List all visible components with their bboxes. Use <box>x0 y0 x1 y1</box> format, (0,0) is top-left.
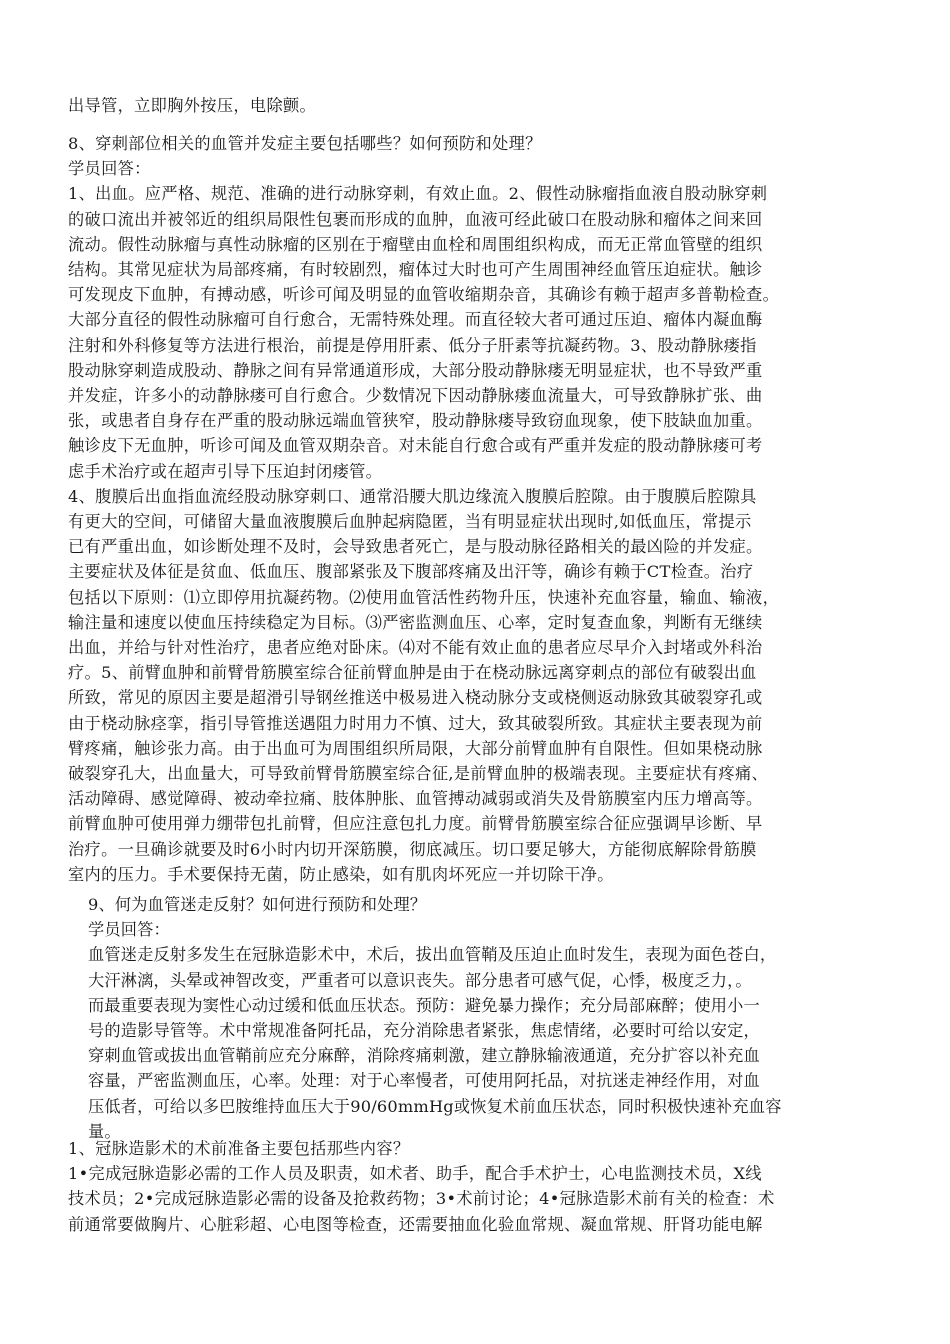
answer-line: 由于桡动脉痉挛，指引导管推送遇阻力时用力不慎、过大，致其破裂所致。其症状主要表现为前 <box>68 713 763 733</box>
answer-line: 血管迷走反射多发生在冠脉造影术中，术后，拔出血管鞘及压迫止血时发生，表现为面色苍白， <box>88 945 777 965</box>
answer-line: 1、出血。应严格、规范、准确的进行动脉穿刺，有效止血。2、假性动脉瘤指血液自股动脉穿刺 <box>68 184 768 204</box>
question-8-answer-label: 学员回答： <box>68 159 151 179</box>
answer-line: 前臂血肿可使用弹力绷带包扎前臂，但应注意包扎力度。前臂骨筋膜室综合征应强调早诊断、早 <box>68 814 763 834</box>
answer-line: 室内的压力。手术要保持无菌，防止感染，如有肌肉坏死应一并切除干净。 <box>68 864 614 884</box>
answer-line: 技术员；2•完成冠脉造影必需的设备及抢救药物；3•术前讨论；4•冠脉造影术前有关的检查：术 <box>68 1189 775 1209</box>
answer-line: 穿刺血管或拔出血管鞘前应充分麻醉，消除疼痛刺激，建立静脉输液通道，充分扩容以补充血 <box>88 1046 760 1066</box>
answer-line: 结构。其常见症状为局部疼痛，有时较剧烈，瘤体过大时也可产生周围神经血管压迫症状。触诊 <box>68 260 763 280</box>
answer-line: 股动脉穿刺造成股动、静脉之间有异常通道形成，大部分股动静脉瘘无明显症状，也不导致严重 <box>68 360 763 380</box>
question-9-heading: 9、何为血管迷走反射？如何进行预防和处理？ <box>88 895 427 914</box>
answer-line: 包括以下原则：⑴立即停用抗凝药物。⑵使用血管活性药物升压，快速补充血容量，输血、输液， <box>68 587 780 607</box>
question-9-answer-label: 学员回答： <box>88 920 170 940</box>
question-8-block <box>68 131 888 887</box>
question-8-heading: 8、穿刺部位相关的血管并发症主要包括哪些？如何预防和处理？ <box>68 134 542 153</box>
answer-line: 大汗淋漓，头晕或神智改变，严重者可以意识丧失。部分患者可感气促，心悸，极度乏力，。 <box>88 970 752 990</box>
answer-line: 疗。5、前臂血肿和前臂骨筋膜室综合征前臂血肿是由于在桡动脉远离穿刺点的部位有破裂出血 <box>68 663 757 683</box>
answer-line: 破裂穿孔大，出血量大，可导致前臂骨筋膜室综合征,是前臂血肿的极端表现。主要症状有疼痛、 <box>68 764 769 784</box>
answer-line: 1•完成冠脉造影必需的工作人员及职责，如术者、助手，配合手术护士，心电监测技术员，X线 <box>68 1164 762 1184</box>
answer-line: 压低者，可给以多巴胺维持血压大于90/60mmHg或恢复术前血压状态，同时积极快速补充血容 <box>88 1096 782 1116</box>
answer-line: 活动障碍、感觉障碍、被动牵拉痛、肢体肿胀、血管搏动减弱或消失及骨筋膜室内压力增高等。 <box>68 789 763 809</box>
question-1-block <box>68 1136 888 1237</box>
answer-line: 治疗。一旦确诊就要及时6小时内切开深筋膜，彻底减压。切口要足够大，方能彻底解除骨筋膜 <box>68 839 757 859</box>
answer-line: 4、腹膜后出血指血流经股动脉穿刺口、通常沿腰大肌边缘流入腹膜后腔隙。由于腹膜后腔隙具 <box>68 486 757 506</box>
answer-line: 大部分直径的假性动脉瘤可自行愈合，无需特殊处理。而直径较大者可通过压迫、瘤体内凝血酶 <box>68 310 763 330</box>
answer-line: 已有严重出血，如诊断处理不及时，会导致患者死亡，是与股动脉径路相关的最凶险的并发症。 <box>68 537 763 557</box>
question-9-block <box>88 892 888 1144</box>
answer-line: 出血，并给与针对性治疗，患者应绝对卧床。⑷对不能有效止血的患者应尽早介入封堵或外科治 <box>68 638 763 658</box>
answer-line: 所致，常见的原因主要是超滑引导钢丝推送中极易进入桡动脉分支或桡侧返动脉致其破裂穿孔或 <box>68 688 763 708</box>
answer-line: 张，或患者自身存在严重的股动脉远端血管狭窄，股动静脉瘘导致窃血现象，使下肢缺血加重。 <box>68 411 763 431</box>
answer-line: 量。 <box>88 1121 121 1141</box>
answer-line: 主要症状及体征是贫血、低血压、腹部紧张及下腹部疼痛及出汗等，确诊有赖于CT检查。治疗 <box>68 562 754 582</box>
answer-line: 注射和外科修复等方法进行根治，前提是停用肝素、低分子肝素等抗凝药物。3、股动静脉瘘指 <box>68 335 757 355</box>
answer-line: 有更大的空间，可储留大量血液腹膜后血肿起病隐匿，当有明显症状出现时,如低血压，常提示 <box>68 512 752 532</box>
question-1-heading: 1、冠脉造影术的术前准备主要包括那些内容？ <box>68 1139 410 1158</box>
text-line: 出导管，立即胸外按压，电除颤。 <box>68 96 317 115</box>
answer-line: 的破口流出并被邻近的组织局限性包裹而形成的血肿，血液可经此破口在股动脉和瘤体之间来回 <box>68 209 763 229</box>
lead-paragraph <box>68 93 888 118</box>
answer-line: 并发症，许多小的动静脉瘘可自行愈合。少数情况下因动静脉瘘血流量大，可导致静脉扩张、曲 <box>68 386 763 406</box>
answer-line: 容量，严密监测血压，心率。处理：对于心率慢者，可使用阿托品，对抗迷走神经作用，对血 <box>88 1071 760 1091</box>
answer-line: 号的造影导管等。术中常规准备阿托品，充分消除患者紧张，焦虑情绪，必要时可给以安定， <box>88 1021 760 1041</box>
answer-line: 而最重要表现为窦性心动过缓和低血压状态。预防：避免暴力操作；充分局部麻醉；使用小一 <box>88 995 760 1015</box>
answer-line: 流动。假性动脉瘤与真性动脉瘤的区别在于瘤壁由血栓和周围组织构成，而无正常血管壁的组织 <box>68 234 763 254</box>
answer-line: 可发现皮下血肿，有搏动感，听诊可闻及明显的血管收缩期杂音，其确诊有赖于超声多普勒检查。 <box>68 285 780 305</box>
answer-line: 输注量和速度以使血压持续稳定为目标。⑶严密监测血压、心率，定时复查血象，判断有无继续 <box>68 612 763 632</box>
answer-line: 臂疼痛，触诊张力高。由于出血可为周围组织所局限，大部分前臂血肿有自限性。但如果桡动脉 <box>68 738 763 758</box>
answer-line: 前通常要做胸片、心脏彩超、心电图等检查，还需要抽血化验血常规、凝血常规、肝肾功能电解 <box>68 1214 763 1234</box>
answer-line: 虑手术治疗或在超声引导下压迫封闭瘘管。 <box>68 461 383 481</box>
answer-line: 触诊皮下无血肿，听诊可闻及血管双期杂音。对未能自行愈合或有严重并发症的股动静脉瘘可考 <box>68 436 763 456</box>
